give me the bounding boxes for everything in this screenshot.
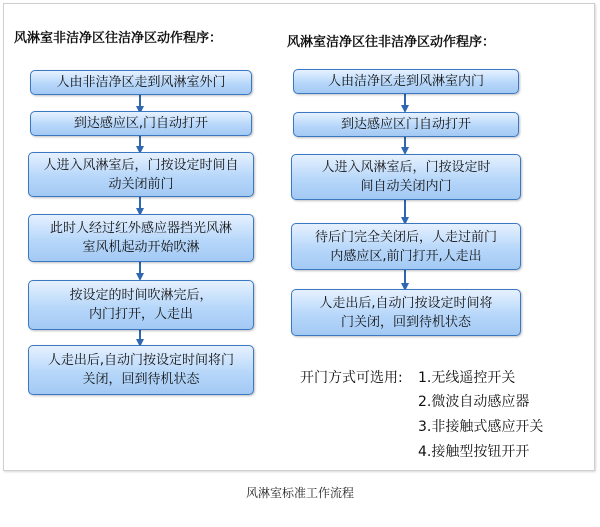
options-title: 开门方式可选用:: [300, 370, 403, 386]
right-step-3: [291, 154, 521, 200]
left-step-5: [28, 280, 254, 330]
right-step-3-line-2: 间自动关闭内门: [360, 179, 452, 194]
option-item-4: 4.接触型按钮开开: [418, 444, 530, 460]
figure-caption: 风淋室标准工作流程: [245, 486, 354, 500]
right-step-5-line-1: 人走出后,自动门按设定时间将: [319, 295, 493, 311]
left-step-3-line-1: 人进入风淋室后，门按设定时间自: [43, 157, 239, 173]
option-item-1: 1.无线遥控开关: [418, 370, 516, 386]
left-step-5-line-2: 内门打开，人走出: [88, 307, 193, 322]
left-step-6: [28, 345, 254, 395]
right-step-3-line-1: 人进入风淋室后，门按设定时: [321, 160, 491, 175]
right-step-5: [291, 289, 521, 336]
right-step-1-line-1: 人由洁净区走到风淋室内门: [327, 74, 484, 89]
right-step-5-line-2: 门关闭，回到待机状态: [340, 314, 471, 330]
option-item-2: 2.微波自动感应器: [418, 394, 530, 410]
right-step-4-line-2: 内感应区,前门打开,人走出: [330, 248, 482, 264]
left-step-2: [30, 111, 252, 136]
left-step-4-line-1: 此时人经过红外感应器挡光风淋: [49, 221, 232, 236]
right-step-1: [293, 69, 519, 94]
left-step-1: [30, 70, 252, 95]
left-step-4-line-2: 室风机起动开始吹淋: [82, 240, 200, 255]
left-heading: 风淋室非洁净区往洁净区动作程序：: [14, 31, 223, 46]
right-step-4: [291, 223, 521, 270]
left-step-4: [28, 214, 254, 262]
left-step-1-line-1: 人由非洁净区走到风淋室外门: [56, 75, 226, 90]
left-step-3: [28, 152, 254, 197]
left-step-5-line-1: 按设定的时间吹淋完后，: [69, 288, 213, 303]
right-heading: 风淋室洁净区往非洁净区动作程序：: [287, 35, 496, 50]
right-step-4-line-1: 待后门完全关闭后，人走过前门: [314, 229, 497, 245]
right-step-2-line-1: 到达感应区门自动打开: [340, 117, 471, 132]
left-step-6-line-1: 人走出后,自动门按设定时间将门: [47, 353, 235, 368]
left-step-6-line-2: 关闭，回到待机状态: [82, 372, 200, 387]
left-step-2-line-1: 到达感应区,门自动打开: [73, 116, 209, 131]
option-item-3: 3.非接触式感应开关: [418, 419, 544, 435]
left-step-3-line-2: 动关闭前门: [108, 176, 174, 192]
right-step-2: [293, 112, 519, 137]
